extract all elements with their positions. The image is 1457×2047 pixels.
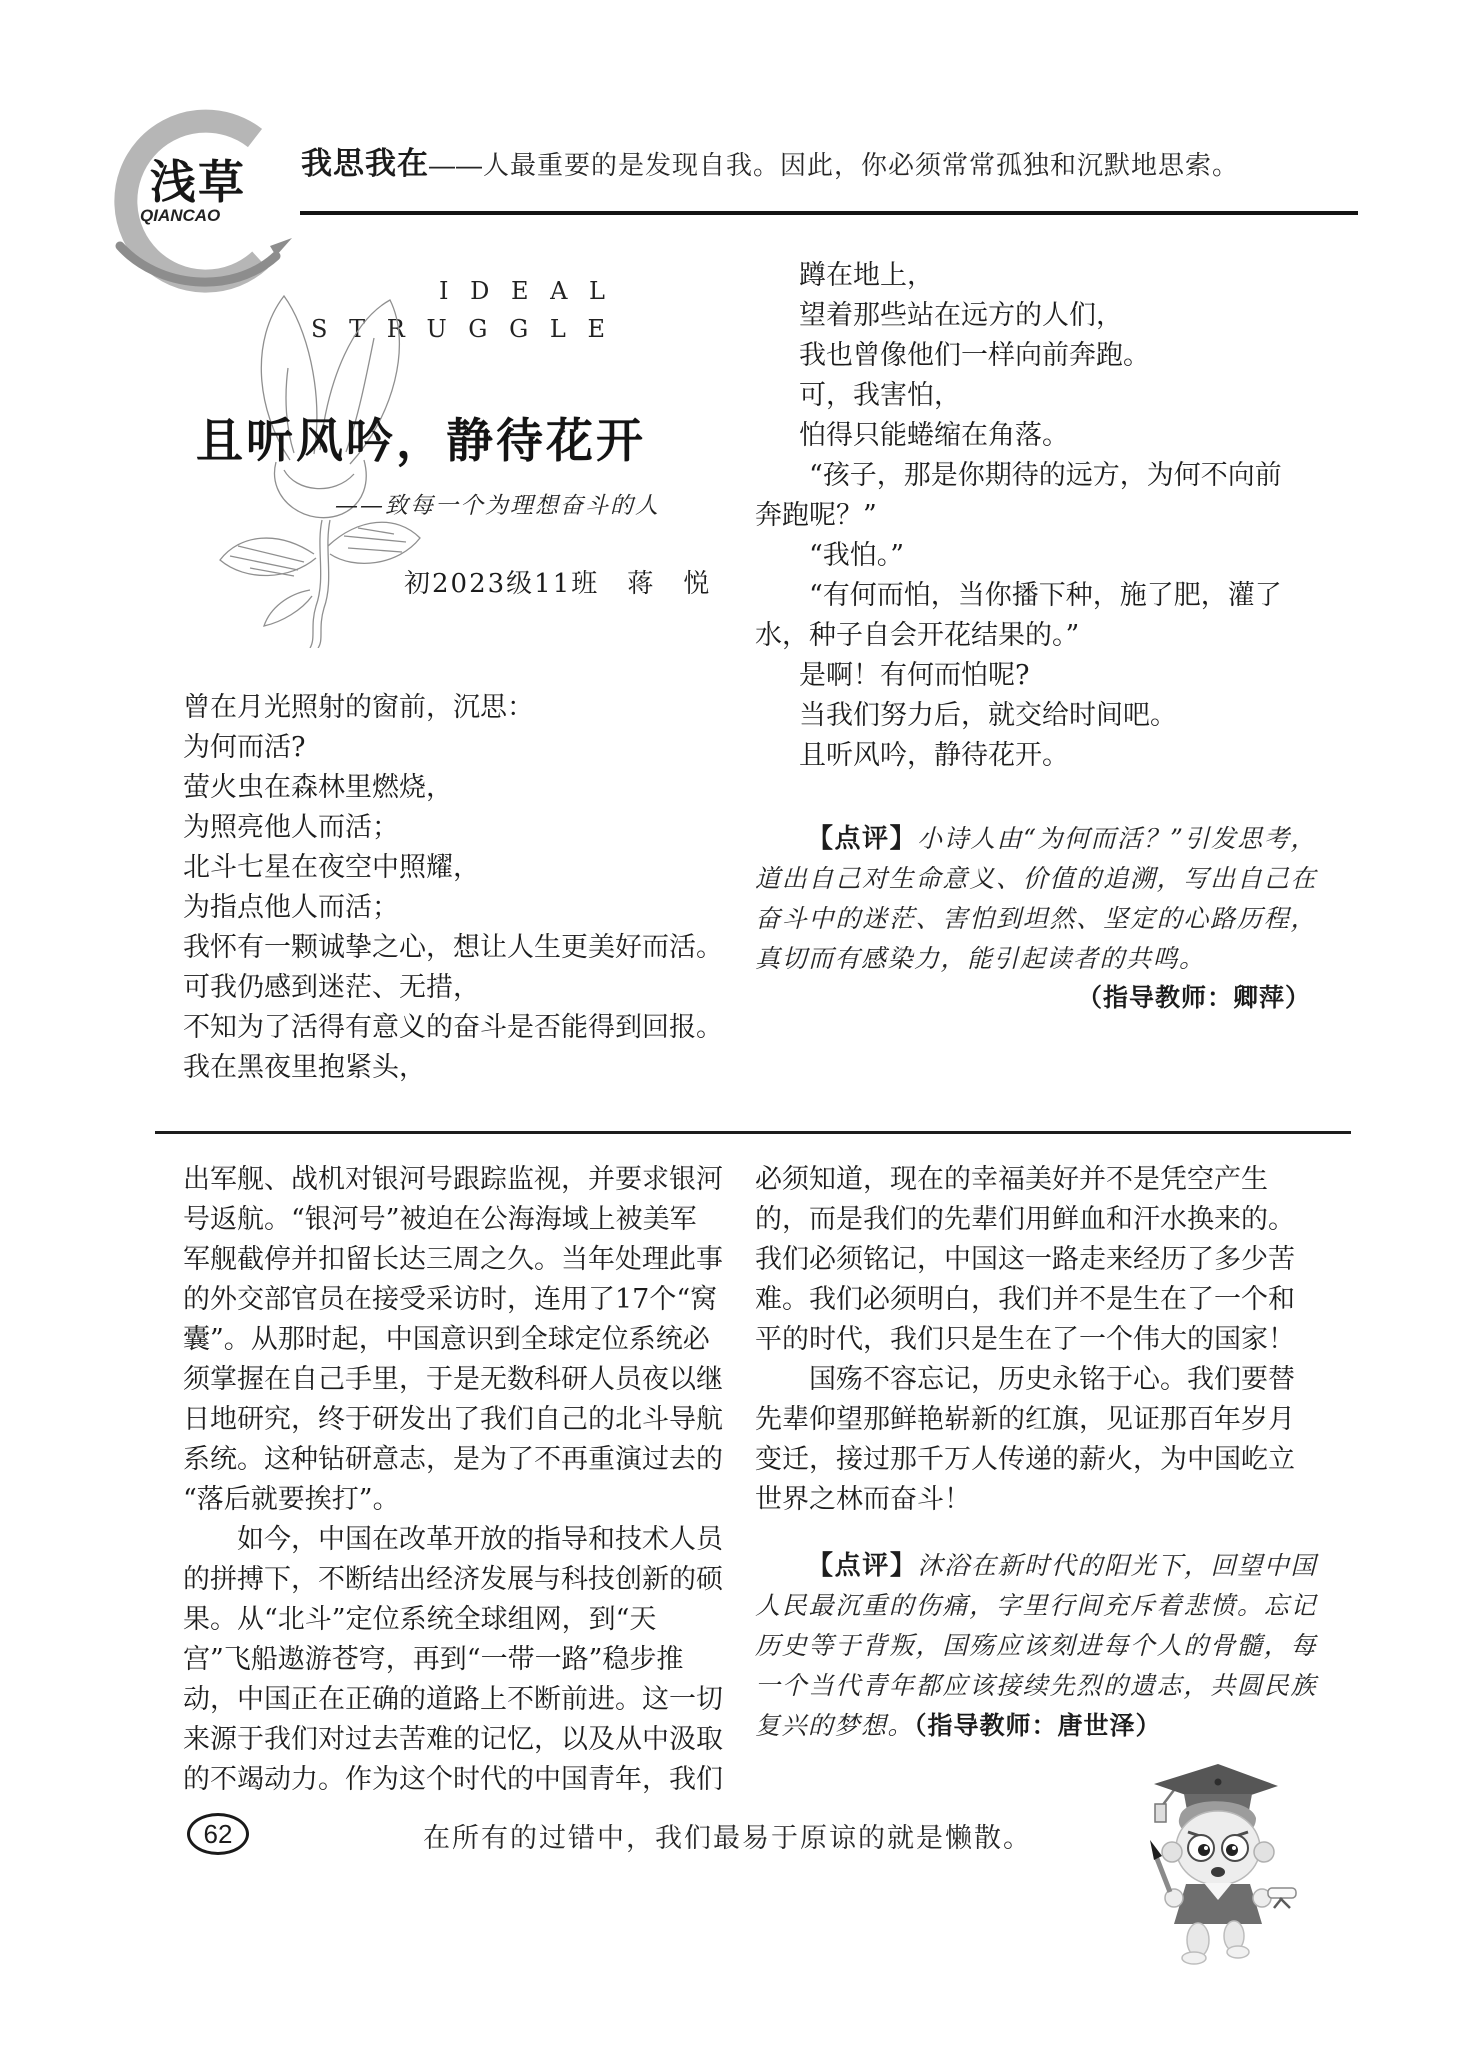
poem-right-column <box>755 256 1282 776</box>
poem-line: 可，我害怕， <box>799 380 961 411</box>
poem-line: 望着那些站在远方的人们， <box>799 300 1123 331</box>
poem-left-column <box>183 688 723 1088</box>
poem-line: “孩子，那是你期待的远方，为何不向前 <box>809 460 1282 491</box>
poem-line: 我也曾像他们一样向前奔跑。 <box>799 340 1150 371</box>
advisor-credit: （指导教师：卿萍） <box>1076 984 1311 1012</box>
poem-line: 为指点他人而活； <box>183 892 399 923</box>
poem-line: 蹲在地上， <box>799 260 934 291</box>
editor-comment-1 <box>755 818 1317 1018</box>
essay-line: 难。我们必须明白，我们并不是生在了一个和 <box>755 1284 1295 1315</box>
poem-line: 为照亮他人而活； <box>183 812 399 843</box>
essay-line: 变迁，接过那千万人传递的薪火，为中国屹立 <box>755 1444 1295 1475</box>
poem-line: 奔跑呢？” <box>755 500 877 531</box>
essay-left-column <box>183 1160 723 1800</box>
essay-line: 日地研究，终于研发出了我们自己的北斗导航 <box>183 1404 723 1435</box>
column-title: 我思我在 <box>301 146 429 181</box>
graduate-mascot-illustration <box>1122 1752 1312 1967</box>
essay-line: 必须知道，现在的幸福美好并不是凭空产生 <box>755 1164 1268 1195</box>
poem-line: 且听风吟，静待花开。 <box>799 740 1069 771</box>
essay-line: 系统。这种钻研意志，是为了不再重演过去的 <box>183 1444 723 1475</box>
comment-label: 【点评】 <box>807 823 918 853</box>
header-rule <box>300 211 1358 215</box>
logo-text-cn: 浅草 <box>150 155 246 209</box>
essay-line: 如今，中国在改革开放的指导和技术人员 <box>183 1524 723 1555</box>
article-subtitle: ——致每一个为理想奋斗的人 <box>335 493 660 519</box>
advisor-credit: （指导教师：唐世泽） <box>914 1712 1162 1740</box>
poem-line: 我怀有一颗诚挚之心，想让人生更美好而活。 <box>183 932 723 963</box>
poem-line: 我在黑夜里抱紧头， <box>183 1052 426 1083</box>
poem-line: 北斗七星在夜空中照耀， <box>183 852 480 883</box>
essay-line: “落后就要挨打”。 <box>183 1484 400 1515</box>
essay-line: 的外交部官员在接受采访时，连用了17个“窝 <box>183 1284 718 1315</box>
article-title: 且听风吟，静待花开 <box>196 414 646 469</box>
essay-line: 的，而是我们的先辈们用鲜血和汗水换来的。 <box>755 1204 1295 1235</box>
comment-body: 沐浴在新时代的阳光下，回望中国人民最沉重的伤痛，字里行间充斥着悲愤。忘记历史等于背叛，国殇应该刻进每个人的骨髓，每一个当代青年都应该接续先烈的遗志，共圆民族复兴的梦想。 <box>755 1551 1317 1740</box>
poem-line: “我怕。” <box>809 540 905 571</box>
essay-line: 的拼搏下，不断结出经济发展与科技创新的硕 <box>183 1564 723 1595</box>
poem-line: 萤火虫在森林里燃烧， <box>183 772 453 803</box>
essay-right-column <box>755 1160 1295 1520</box>
essay-line: 须掌握在自己手里，于是无数科研人员夜以继 <box>183 1364 723 1395</box>
poem-line: 当我们努力后，就交给时间吧。 <box>799 700 1177 731</box>
poem-line: 怕得只能蜷缩在角落。 <box>799 420 1069 451</box>
footer-quote: 在所有的过错中，我们最易于原谅的就是懒散。 <box>423 1823 1032 1853</box>
essay-line: 号返航。“银河号”被迫在公海海域上被美军 <box>183 1204 697 1235</box>
poem-line: “有何而怕，当你播下种，施了肥，灌了 <box>809 580 1282 611</box>
essay-line: 军舰截停并扣留长达三周之久。当年处理此事 <box>183 1244 723 1275</box>
column-header <box>301 138 1361 183</box>
essay-line: 我们必须铭记，中国这一路走来经历了多少苦 <box>755 1244 1295 1275</box>
essay-line: 宫”飞船遨游苍穹，再到“一带一路”稳步推 <box>183 1644 684 1675</box>
editor-comment-2 <box>755 1545 1317 1746</box>
poem-line: 可我仍感到迷茫、无措， <box>183 972 480 1003</box>
column-motto: ——人最重要的是发现自我。因此，你必须常常孤独和沉默地思索。 <box>429 150 1240 180</box>
page-number: 62 <box>203 1818 233 1849</box>
essay-line: 的不竭动力。作为这个时代的中国青年，我们 <box>183 1764 723 1795</box>
comment-body: 小诗人由“为何而活？”引发思考，道出自己对生命意义、价值的追溯，写出自己在奋斗中的迷茫、害怕到坦然、坚定的心路历程，真切而有感染力，能引起读者的共鸣。 <box>755 824 1317 973</box>
essay-line: 动，中国正在正确的道路上不断前进。这一切 <box>183 1684 723 1715</box>
essay-line: 来源于我们对过去苦难的记忆，以及从中汲取 <box>183 1724 723 1755</box>
article-author: 初2023级11班 蒋 悦 <box>404 569 712 599</box>
poem-line: 是啊！有何而怕呢? <box>799 660 1030 691</box>
essay-line: 囊”。从那时起，中国意识到全球定位系统必 <box>183 1324 710 1355</box>
eyebrow-line-1: I D E A L <box>438 277 612 305</box>
essay-line: 世界之林而奋斗！ <box>755 1484 971 1515</box>
essay-line: 先辈仰望那鲜艳崭新的红旗，见证那百年岁月 <box>755 1404 1295 1435</box>
essay-line: 平的时代，我们只是生在了一个伟大的国家！ <box>755 1324 1295 1355</box>
poem-line: 水，种子自会开花结果的。” <box>755 620 1080 651</box>
section-divider <box>155 1131 1351 1134</box>
poem-line: 曾在月光照射的窗前，沉思： <box>183 692 534 723</box>
logo-text-en: QIANCAO <box>140 206 221 225</box>
comment-label: 【点评】 <box>807 1550 918 1580</box>
eyebrow-line-2: S T R U G G L E <box>311 315 612 343</box>
essay-line: 果。从“北斗”定位系统全球组网，到“天 <box>183 1604 657 1635</box>
essay-line: 出军舰、战机对银河号跟踪监视，并要求银河 <box>183 1164 723 1195</box>
page-number-badge <box>187 1813 249 1855</box>
poem-line: 不知为了活得有意义的奋斗是否能得到回报。 <box>183 1012 723 1043</box>
poem-line: 为何而活? <box>183 732 306 763</box>
essay-line: 国殇不容忘记，历史永铭于心。我们要替 <box>755 1364 1295 1395</box>
